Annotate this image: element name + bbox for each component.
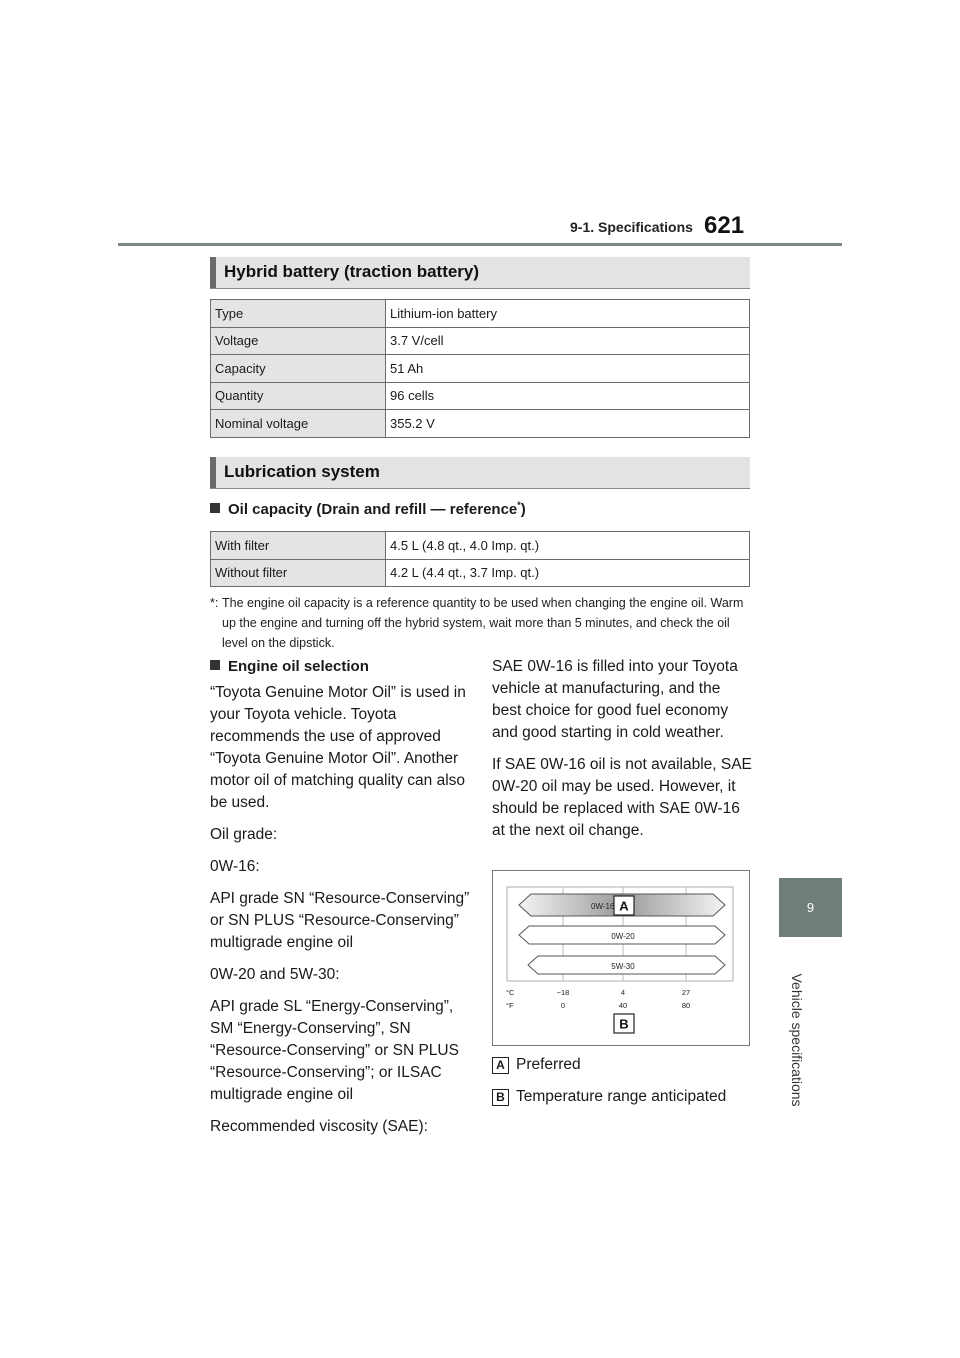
paragraph: If SAE 0W-16 oil is not available, SAE 0W-20 oil may be used. However, it should be replaced with SAE 0W-16 at the next oil change.: [492, 756, 752, 839]
viscosity-chart-svg: [493, 871, 749, 1045]
fahrenheit-tick: 80: [681, 1001, 691, 1010]
row-label: Quantity: [211, 382, 386, 410]
table-row: [211, 559, 750, 587]
row-label: Nominal voltage: [211, 410, 386, 438]
header-rule: [118, 243, 842, 246]
chapter-label: [752, 965, 842, 1115]
bar-label-5w30: 5W-30: [611, 962, 635, 971]
bar-label-0w16: 0W-16: [591, 902, 615, 911]
square-bullet-icon: [210, 503, 220, 513]
row-value: 355.2 V: [386, 410, 750, 438]
celsius-tick: −18: [556, 988, 570, 997]
paragraph: API grade SN “Resource-Conserving” or SN PLUS “Resource-Conserving” multigrade engine oil: [210, 890, 470, 951]
table-row: [211, 410, 750, 438]
hybrid-battery-table: [210, 299, 750, 438]
legend-text: Temperature range anticipated: [516, 1088, 727, 1105]
footnote-mark: *:: [210, 596, 219, 610]
chapter-number: 9: [806, 900, 815, 915]
hybrid-battery-heading-text: Hybrid battery (traction battery): [224, 262, 480, 281]
row-label: Without filter: [211, 559, 386, 587]
celsius-tick: 4: [620, 988, 626, 997]
paragraph: SAE 0W-16 is filled into your Toyota vehicle at manufacturing, and the best choice for good fuel economy and good starting in cold weather.: [492, 658, 738, 741]
legend-key-a: A: [492, 1057, 509, 1074]
right-column: [492, 656, 752, 852]
lubrication-heading: [210, 457, 750, 489]
footnote-ref: *: [517, 500, 521, 510]
paragraph: Recommended viscosity (SAE):: [210, 1118, 428, 1135]
oil-capacity-table: [210, 531, 750, 587]
fahrenheit-tick: 0: [560, 1001, 566, 1010]
chapter-tab: [779, 878, 842, 937]
row-label: Capacity: [211, 355, 386, 383]
row-value: Lithium-ion battery: [386, 300, 750, 328]
row-label: Voltage: [211, 327, 386, 355]
legend-item-temperature: [492, 1088, 726, 1106]
oil-capacity-heading-end: ): [520, 501, 526, 518]
oil-capacity-heading-text: Oil capacity (Drain and refill — reference: [228, 501, 518, 518]
left-column: [210, 682, 470, 1148]
page-number: 621: [704, 212, 745, 239]
engine-oil-heading-text: Engine oil selection: [228, 658, 369, 675]
paragraph: 0W-16:: [210, 858, 260, 875]
legend-key-b: B: [492, 1089, 509, 1106]
fahrenheit-unit: °F: [506, 1001, 514, 1010]
table-row: [211, 355, 750, 383]
row-value: 4.2 L (4.4 qt., 3.7 Imp. qt.): [386, 559, 750, 587]
row-value: 51 Ah: [386, 355, 750, 383]
table-row: [211, 300, 750, 328]
legend-item-preferred: [492, 1056, 581, 1074]
square-bullet-icon: [210, 660, 220, 670]
marker-a-text: A: [619, 898, 629, 914]
footnote-text: The engine oil capacity is a reference quantity to be used when changing the engine oil. Warm up the engine and turning off the hybrid system, wait more than 5 minutes, and check the oil level on the dipstick.: [222, 596, 744, 650]
marker-b-text: B: [619, 1016, 629, 1032]
chapter-label-text: Vehicle specifications: [789, 973, 805, 1107]
paragraph: Oil grade:: [210, 826, 278, 843]
row-value: 96 cells: [386, 382, 750, 410]
table-row: [211, 382, 750, 410]
paragraph: “Toyota Genuine Motor Oil” is used in your Toyota vehicle. Toyota recommends the use of approved “Toyota Genuine Motor Oil”. Another motor oil of matching quality can also be used.: [210, 684, 466, 811]
row-value: 3.7 V/cell: [386, 327, 750, 355]
bar-label-0w20: 0W-20: [611, 932, 635, 941]
section-label: 9-1. Specifications: [570, 219, 693, 235]
row-label: Type: [211, 300, 386, 328]
table-row: [211, 327, 750, 355]
fahrenheit-tick: 40: [618, 1001, 628, 1010]
paragraph: 0W-20 and 5W-30:: [210, 966, 340, 983]
lubrication-heading-text: Lubrication system: [224, 462, 380, 481]
celsius-tick: 27: [681, 988, 691, 997]
viscosity-chart: [492, 870, 750, 1046]
table-row: [211, 532, 750, 560]
row-label: With filter: [211, 532, 386, 560]
celsius-unit: °C: [506, 988, 515, 997]
hybrid-battery-heading: [210, 257, 750, 289]
legend-text: Preferred: [516, 1056, 581, 1073]
paragraph: API grade SL “Energy-Conserving”, SM “Energy-Conserving”, SN “Resource-Conserving” or SN PLUS “Resource-Conserving”; or ILSAC multigrade engine oil: [210, 998, 459, 1103]
row-value: 4.5 L (4.8 qt., 4.0 Imp. qt.): [386, 532, 750, 560]
oil-capacity-heading: [210, 500, 526, 518]
footnote: [210, 593, 755, 653]
engine-oil-heading: [210, 658, 369, 675]
